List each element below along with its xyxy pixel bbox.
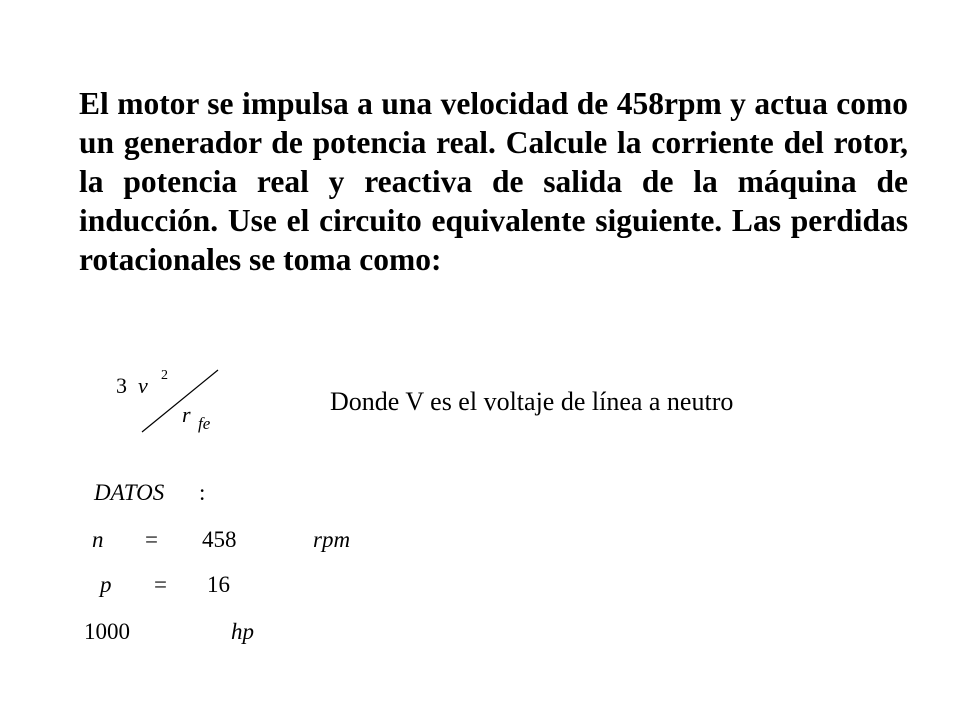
- datos-title: DATOS: [94, 480, 165, 505]
- datos-colon: :: [199, 480, 206, 505]
- problem-line: El motor se impulsa a una velocidad de 458rpm y actua como: [79, 86, 908, 121]
- problem-line: la potencia real y reactiva de salida de la máquina de: [79, 164, 908, 199]
- problem-line: rotacionales se toma como:: [79, 242, 442, 277]
- power-value: 1000: [84, 619, 130, 644]
- speed-value: 458: [202, 527, 237, 552]
- speed-unit: rpm: [313, 527, 351, 552]
- speed-equals: =: [145, 527, 158, 552]
- speed-symbol: n: [92, 527, 104, 552]
- problem-line: un generador de potencia real. Calcule la corriente del rotor,: [79, 125, 908, 160]
- poles-symbol: p: [100, 572, 112, 597]
- formula-note: Donde V es el voltaje de línea a neutro: [330, 387, 734, 416]
- rotational-loss-formula: [110, 362, 240, 442]
- formula-exponent: 2: [161, 368, 168, 383]
- formula-subscript: fe: [198, 414, 211, 433]
- datos-heading: [94, 480, 206, 506]
- problem-line: inducción. Use el circuito equivalente siguiente. Las perdidas: [79, 203, 908, 238]
- problem-statement: [79, 84, 908, 279]
- formula-coefficient: 3: [116, 373, 127, 398]
- poles-value: 16: [207, 572, 230, 597]
- power-unit: hp: [231, 619, 254, 644]
- formula-variable: v: [138, 373, 148, 398]
- formula-denominator: r: [182, 402, 191, 427]
- poles-equals: =: [154, 572, 167, 597]
